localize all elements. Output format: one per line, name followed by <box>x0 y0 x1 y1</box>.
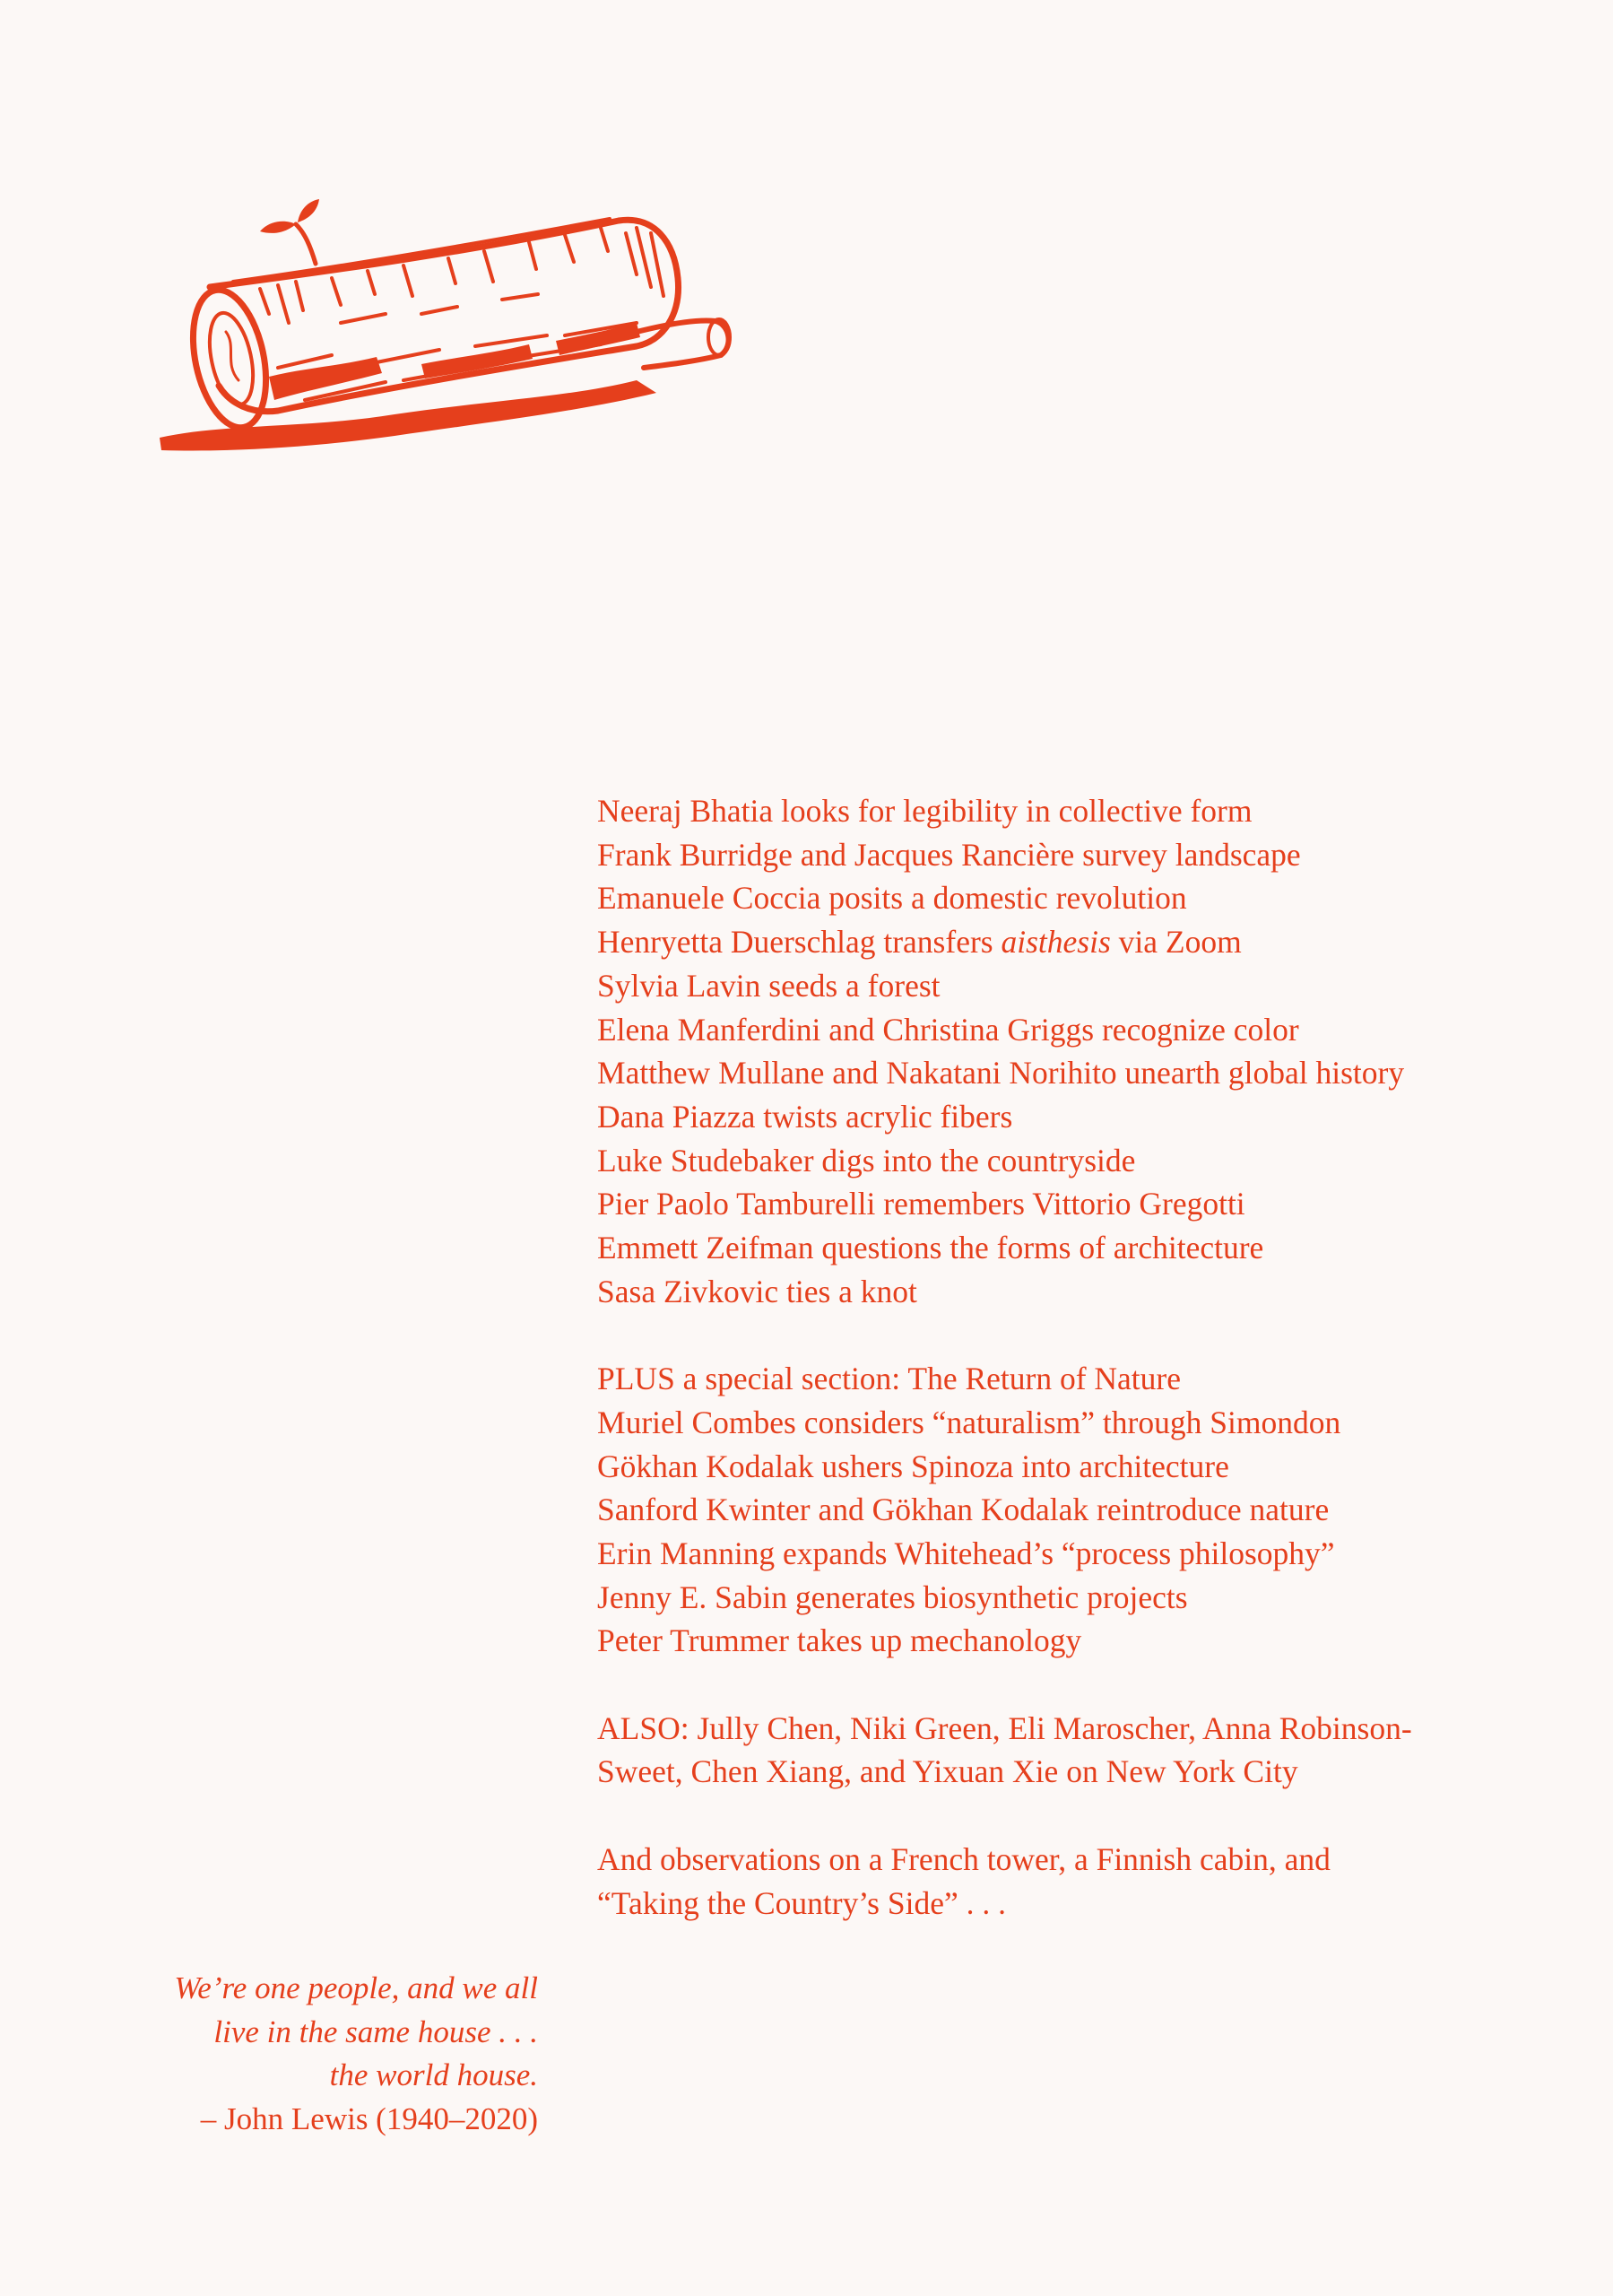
epigraph-line: We’re one people, and we all <box>174 1970 538 2005</box>
epigraph-attribution: – John Lewis (1940–2020) <box>200 2101 538 2137</box>
also-line: ALSO: Jully Chen, Niki Green, Eli Maroscher, Anna Robinson- <box>597 1709 1412 1746</box>
spacer <box>597 1313 1494 1357</box>
contents-line-text: Henryetta Duerschlag transfers <box>597 924 1002 961</box>
special-section-heading: PLUS a special section: The Return of Nature <box>597 1361 1181 1397</box>
contents-line: Frank Burridge and Jacques Rancière survey landscape <box>597 836 1301 873</box>
epigraph <box>90 1967 538 2142</box>
spacer <box>597 1794 1494 1838</box>
observations-line: And observations on a French tower, a Finnish cabin, and <box>597 1840 1331 1877</box>
special-section-item: Jenny E. Sabin generates biosynthetic projects <box>597 1578 1188 1615</box>
special-section-item: Muriel Combes considers “naturalism” through Simondon <box>597 1404 1341 1440</box>
contents-line: Matthew Mullane and Nakatani Norihito unearth global history <box>597 1055 1405 1091</box>
observations-line: “Taking the Country’s Side” . . . <box>597 1884 1006 1921</box>
contents-line <box>597 920 1494 964</box>
special-section-item: Sanford Kwinter and Gökhan Kodalak reintroduce nature <box>597 1492 1330 1528</box>
contents-line: Emanuele Coccia posits a domestic revolution <box>597 880 1187 917</box>
special-section-item: Gökhan Kodalak ushers Spinoza into architecture <box>597 1448 1229 1484</box>
table-of-contents <box>597 789 1494 1925</box>
contents-line: Luke Studebaker digs into the countryside <box>597 1142 1136 1178</box>
log-with-sprout-icon <box>152 188 798 457</box>
italic-term: aisthesis <box>1001 924 1111 961</box>
contents-line: Sylvia Lavin seeds a forest <box>597 967 941 1004</box>
special-section-item: Peter Trummer takes up mechanology <box>597 1622 1082 1659</box>
epigraph-line: the world house. <box>329 2057 538 2093</box>
contents-line-text: via Zoom <box>1110 924 1242 961</box>
epigraph-line: live in the same house . . . <box>213 2013 538 2049</box>
contents-line: Elena Manferdini and Christina Griggs recognize color <box>597 1011 1299 1048</box>
contents-line: Neeraj Bhatia looks for legibility in collective form <box>597 793 1253 829</box>
also-line: Sweet, Chen Xiang, and Yixuan Xie on New York City <box>597 1753 1298 1790</box>
contents-line: Dana Piazza twists acrylic fibers <box>597 1098 1013 1135</box>
contents-line: Pier Paolo Tamburelli remembers Vittorio Gregotti <box>597 1186 1245 1222</box>
spacer <box>597 1663 1494 1707</box>
special-section-item: Erin Manning expands Whitehead’s “process philosophy” <box>597 1535 1335 1571</box>
contents-line: Sasa Zivkovic ties a knot <box>597 1273 917 1309</box>
contents-line: Emmett Zeifman questions the forms of architecture <box>597 1230 1264 1266</box>
